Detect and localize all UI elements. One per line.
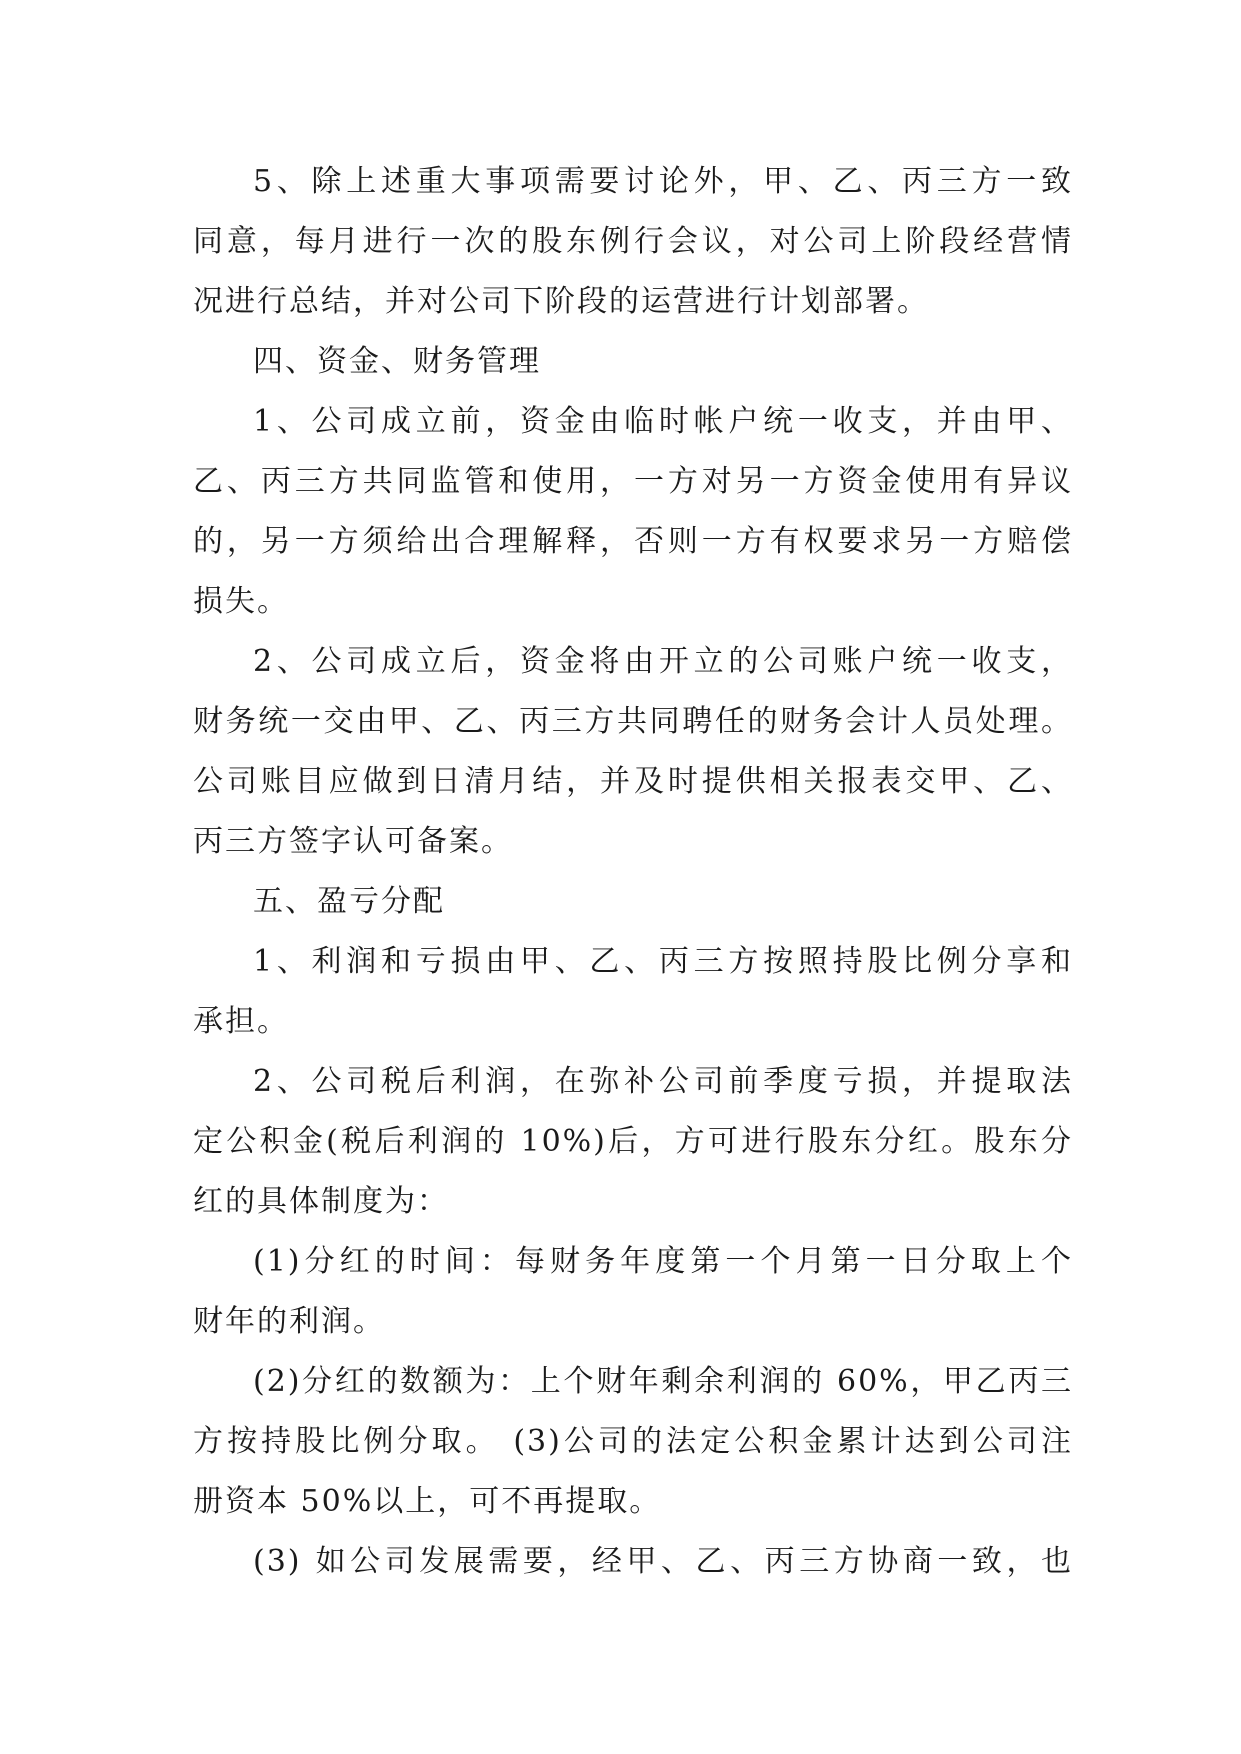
paragraph-line: 丙三方签字认可备案。 bbox=[193, 824, 513, 859]
paragraph-line: 定公积金(税后利润的 10%)后，方可进行股东分红。股东分 bbox=[193, 1124, 1073, 1159]
document-body bbox=[193, 152, 1073, 1592]
paragraph-line: 公司账目应做到日清月结，并及时提供相关报表交甲、乙、 bbox=[193, 764, 1073, 799]
paragraph-line: 的，另一方须给出合理解释，否则一方有权要求另一方赔偿 bbox=[193, 524, 1073, 559]
paragraph-line: 况进行总结，并对公司下阶段的运营进行计划部署。 bbox=[193, 284, 929, 319]
paragraph-line: 财务统一交由甲、乙、丙三方共同聘任的财务会计人员处理。 bbox=[193, 704, 1073, 739]
paragraph-line: 红的具体制度为： bbox=[193, 1184, 449, 1219]
paragraph-line: (3) 如公司发展需要，经甲、乙、丙三方协商一致，也 bbox=[253, 1544, 1073, 1579]
paragraph-line: 同意，每月进行一次的股东例行会议，对公司上阶段经营情 bbox=[193, 224, 1073, 259]
paragraph-line: (1)分红的时间：每财务年度第一个月第一日分取上个 bbox=[253, 1244, 1073, 1279]
paragraph-line: 2、公司税后利润，在弥补公司前季度亏损，并提取法 bbox=[253, 1064, 1073, 1099]
paragraph-line: 财年的利润。 bbox=[193, 1304, 385, 1339]
paragraph-line: (2)分红的数额为：上个财年剩余利润的 60%，甲乙丙三 bbox=[253, 1364, 1073, 1399]
section-heading: 四、资金、财务管理 bbox=[253, 344, 541, 379]
section-heading: 五、盈亏分配 bbox=[253, 884, 445, 919]
paragraph-line: 方按持股比例分取。 (3)公司的法定公积金累计达到公司注 bbox=[193, 1424, 1073, 1459]
paragraph-line: 2、公司成立后，资金将由开立的公司账户统一收支， bbox=[253, 644, 1073, 679]
paragraph-line: 乙、丙三方共同监管和使用，一方对另一方资金使用有异议 bbox=[193, 464, 1073, 499]
paragraph-line: 损失。 bbox=[193, 584, 289, 619]
paragraph-line: 册资本 50%以上，可不再提取。 bbox=[193, 1484, 662, 1519]
paragraph-line: 1、公司成立前，资金由临时帐户统一收支，并由甲、 bbox=[253, 404, 1073, 439]
paragraph-line: 承担。 bbox=[193, 1004, 289, 1039]
paragraph-line: 1、利润和亏损由甲、乙、丙三方按照持股比例分享和 bbox=[253, 944, 1073, 979]
paragraph-line: 5、除上述重大事项需要讨论外，甲、乙、丙三方一致 bbox=[253, 164, 1073, 199]
